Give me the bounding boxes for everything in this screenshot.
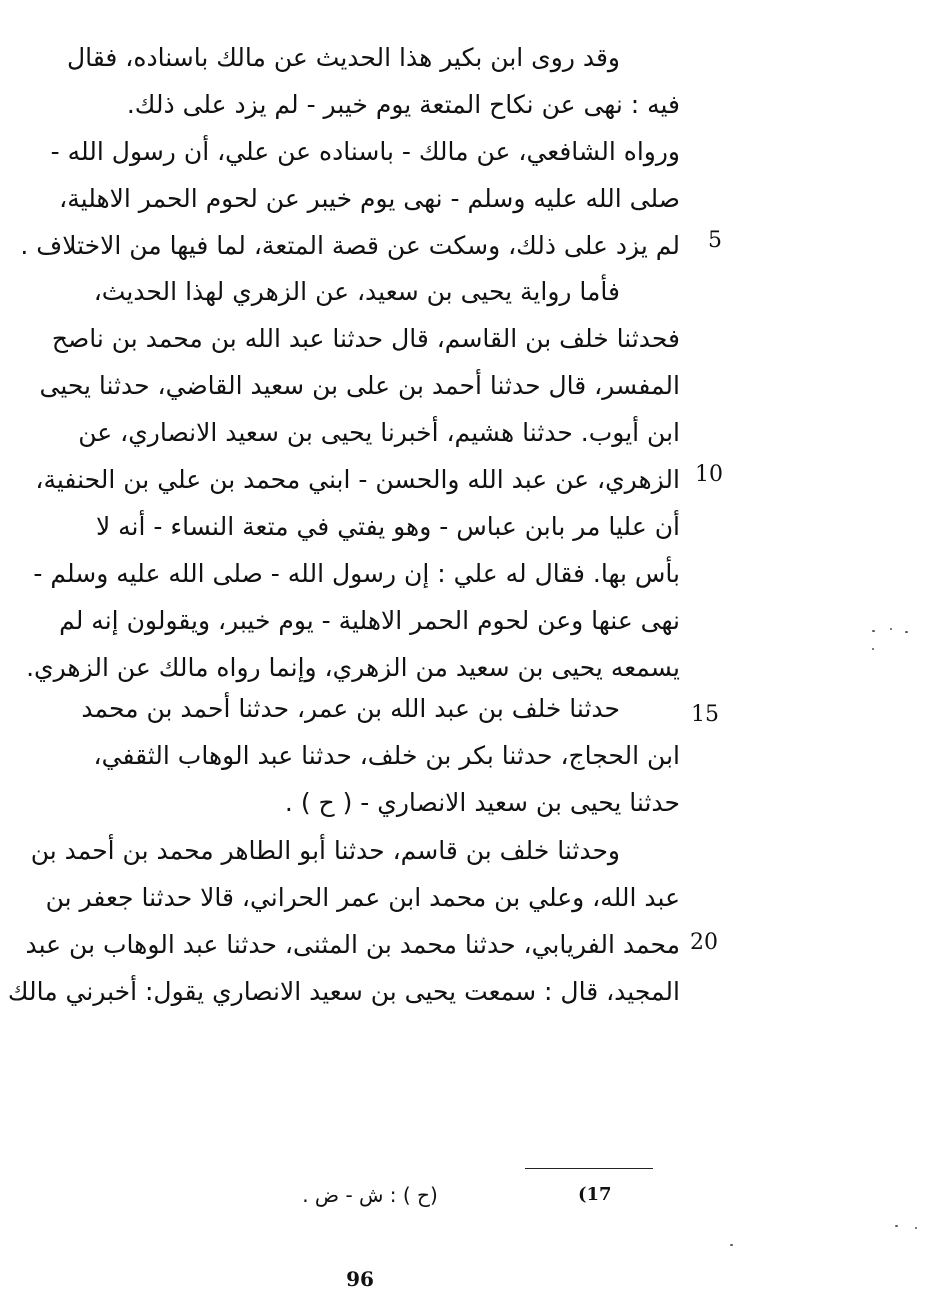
- line-number: 10: [695, 462, 723, 487]
- scan-speck: [915, 1227, 917, 1229]
- text-line: يسمعه يحيى بن سعيد من الزهري، وإنما رواه مالك عن الزهري.: [26, 653, 680, 682]
- text-line: الزهري، عن عبد الله والحسن - ابني محمد بن علي بن الحنفية،: [35, 465, 680, 494]
- scan-speck: [890, 628, 892, 630]
- text-line: حدثنا خلف بن عبد الله بن عمر، حدثنا أحمد بن محمد: [81, 694, 620, 723]
- text-line: محمد الفريابي، حدثنا محمد بن المثنى، حدثنا عبد الوهاب بن عبد: [25, 930, 680, 959]
- paragraph-4: [7, 827, 680, 1015]
- line-number: 5: [708, 228, 722, 253]
- paragraph-1: [20, 34, 680, 269]
- text-line: حدثنا يحيى بن سعيد الانصاري - ( ح ) .: [284, 788, 680, 817]
- text-line: لم يزد على ذلك، وسكت عن قصة المتعة، لما فيها من الاختلاف .: [20, 231, 680, 260]
- text-line: المجيد، قال : سمعت يحيى بن سعيد الانصاري يقول: أخبرني مالك: [7, 977, 680, 1006]
- text-line: المفسر، قال حدثنا أحمد بن على بن سعيد القاضي، حدثنا يحيى: [39, 371, 680, 400]
- scan-speck: [895, 1225, 898, 1227]
- line-number: 15: [691, 702, 719, 727]
- text-line: وقد روى ابن بكير هذا الحديث عن مالك باسناده، فقال: [66, 43, 620, 72]
- text-line: عبد الله، وعلي بن محمد ابن عمر الحراني، قالا حدثنا جعفر بن: [45, 883, 680, 912]
- text-line: وحدثنا خلف بن قاسم، حدثنا أبو الطاهر محمد بن أحمد بن: [30, 836, 620, 865]
- text-line: فحدثنا خلف بن القاسم، قال حدثنا عبد الله بن محمد بن ناصح: [51, 324, 680, 353]
- text-line: بأس بها. فقال له علي : إن رسول الله - صلى الله عليه وسلم -: [33, 559, 680, 588]
- text-line: ورواه الشافعي، عن مالك - باسناده عن علي، أن رسول الله -: [50, 137, 680, 166]
- scan-speck: [872, 630, 875, 632]
- footnote-number: (17: [578, 1184, 612, 1205]
- footnote-text: (ح ) : ش - ض .: [302, 1183, 438, 1207]
- paragraph-2: [20, 268, 680, 691]
- text-line: صلى الله عليه وسلم - نهى يوم خيبر عن لحوم الحمر الاهلية،: [59, 184, 680, 213]
- scan-speck: [730, 1244, 733, 1246]
- text-line: ابن الحجاج، حدثنا بكر بن خلف، حدثنا عبد الوهاب الثقفي،: [93, 741, 680, 770]
- text-line: أن عليا مر بابن عباس - وهو يفتي في متعة النساء - أنه لا: [95, 512, 680, 541]
- paragraph-3: [20, 685, 680, 826]
- footnote-rule: [525, 1168, 653, 1169]
- text-line: فيه : نهى عن نكاح المتعة يوم خيبر - لم يزد على ذلك.: [126, 90, 680, 119]
- scan-speck: [905, 631, 908, 633]
- scan-speck: [872, 648, 874, 650]
- text-line: فأما رواية يحيى بن سعيد، عن الزهري لهذا الحديث،: [93, 277, 620, 306]
- text-line: نهى عنها وعن لحوم الحمر الاهلية - يوم خيبر، ويقولون إنه لم: [59, 606, 680, 635]
- line-number: 20: [690, 930, 718, 955]
- text-line: ابن أيوب. حدثنا هشيم، أخبرنا يحيى بن سعيد الانصاري، عن: [78, 418, 680, 447]
- page-number: 96: [346, 1267, 374, 1291]
